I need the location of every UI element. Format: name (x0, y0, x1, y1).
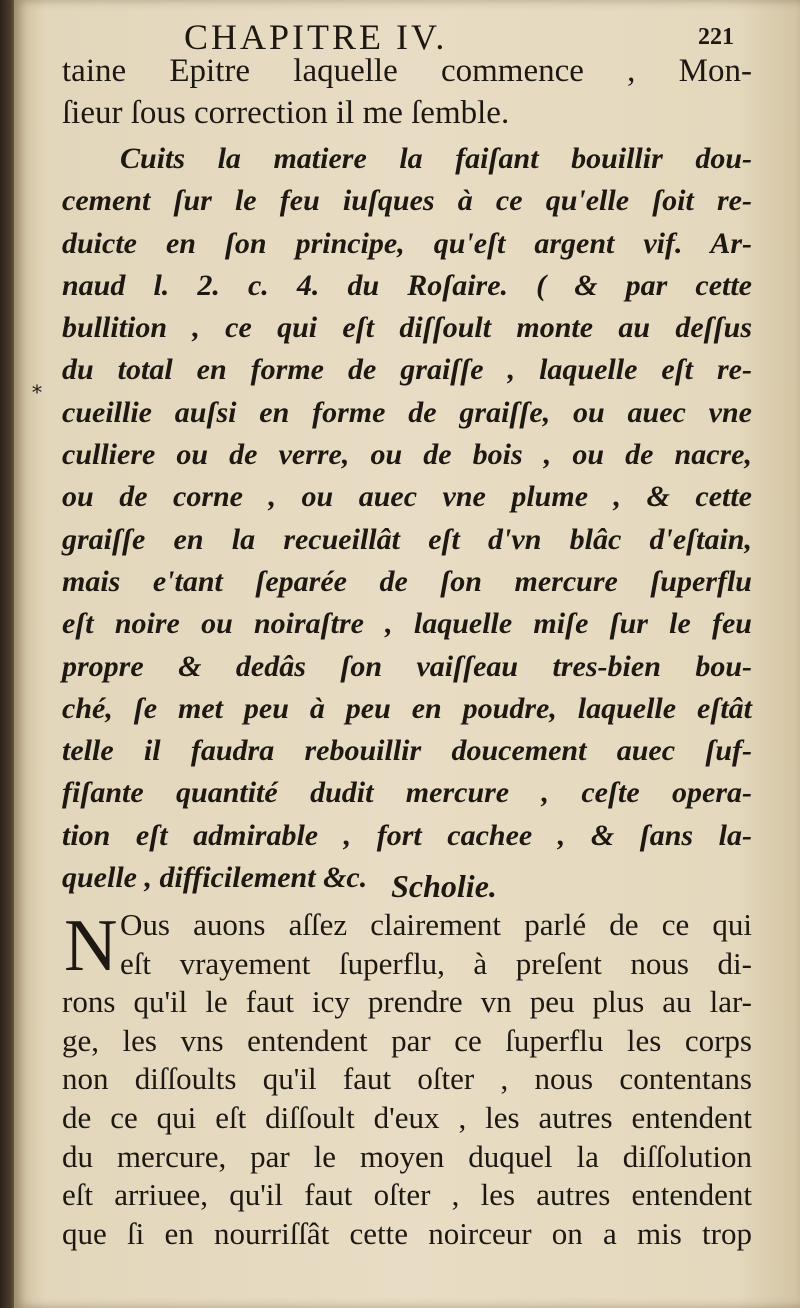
drop-cap: N (64, 905, 118, 987)
text-line: rons qu'il le faut icy prendre vn peu plus au lar- (62, 984, 752, 1020)
text-line: non diſſoults qu'il faut oſter , nous contentans (62, 1061, 752, 1097)
text-line: du mercure, par le moyen duquel la diſſolution (62, 1138, 752, 1174)
text-line: mais e'tant ſeparée de ſon mercure ſuperflu (62, 564, 752, 598)
text-line: ge, les vns entendent par ce ſuperflu les corps (62, 1022, 752, 1058)
text-line: quelle , difficilement &c. (62, 861, 368, 895)
text-line: ſieur ſous correction il me ſemble. (62, 95, 510, 132)
text-line: graiſſe en la recueillât eſt d'vn blâc d'eſtain, (62, 522, 752, 556)
text-line: tion eſt admirable , fort cachee , & ſans la- (62, 818, 752, 852)
page-number: 221 (698, 24, 734, 50)
text-line: duicte en ſon principe, qu'eſt argent vif. Ar- (62, 226, 752, 260)
text-line: bullition , ce qui eſt diſſoult monte au deſſus (62, 311, 752, 345)
text-line: eſt noire ou noiraſtre , laquelle miſe ſur le feu (62, 607, 752, 641)
book-page (14, 0, 800, 1308)
text-line: propre & dedâs ſon vaiſſeau tres-bien bou- (62, 649, 752, 683)
text-line: culliere ou de verre, ou de bois , ou de nacre, (62, 438, 752, 472)
scholie-text (62, 906, 752, 1253)
quoted-passage (62, 138, 752, 899)
text-line: eſt vrayement ſuperflu, à preſent nous di- (120, 945, 752, 981)
scholie-heading: Scholie. (391, 868, 497, 904)
text-line: ché, ſe met peu à peu en poudre, laquelle eſtât (62, 691, 752, 725)
running-head (74, 14, 764, 57)
text-line: de ce qui eſt diſſoult d'eux , les autres entendent (62, 1099, 752, 1135)
text-line: naud l. 2. c. 4. du Roſaire. ( & par cette (62, 268, 752, 302)
text-line: ou de corne , ou auec vne plume , & cette (62, 480, 752, 514)
text-line: cement ſur le feu iuſques à ce qu'elle ſoit re- (62, 184, 752, 218)
text-line: taine Epitre laquelle commence , Mon- (62, 53, 752, 89)
text-line: eſt arriuee, qu'il faut oſter , les autres entendent (62, 1177, 752, 1213)
text-line: telle il faudra rebouillir doucement auec ſuf- (62, 734, 752, 768)
intro-text (62, 50, 752, 135)
chapter-title: CHAPITRE IV. (184, 17, 448, 57)
text-line: Cuits la matiere la faiſant bouillir dou- (120, 142, 752, 175)
text-line: que ſi en nourriſſât cette noirceur on a mis trop (62, 1215, 752, 1251)
text-line: Ous auons aſſez clairement parlé de ce qui (120, 907, 752, 942)
margin-mark: * (32, 380, 42, 404)
text-line: fiſante quantité dudit mercure , ceſte opera- (62, 776, 752, 810)
text-line: cueillie auſsi en forme de graiſſe, ou auec vne (62, 395, 752, 429)
text-line: du total en forme de graiſſe , laquelle eſt re- (62, 353, 752, 387)
